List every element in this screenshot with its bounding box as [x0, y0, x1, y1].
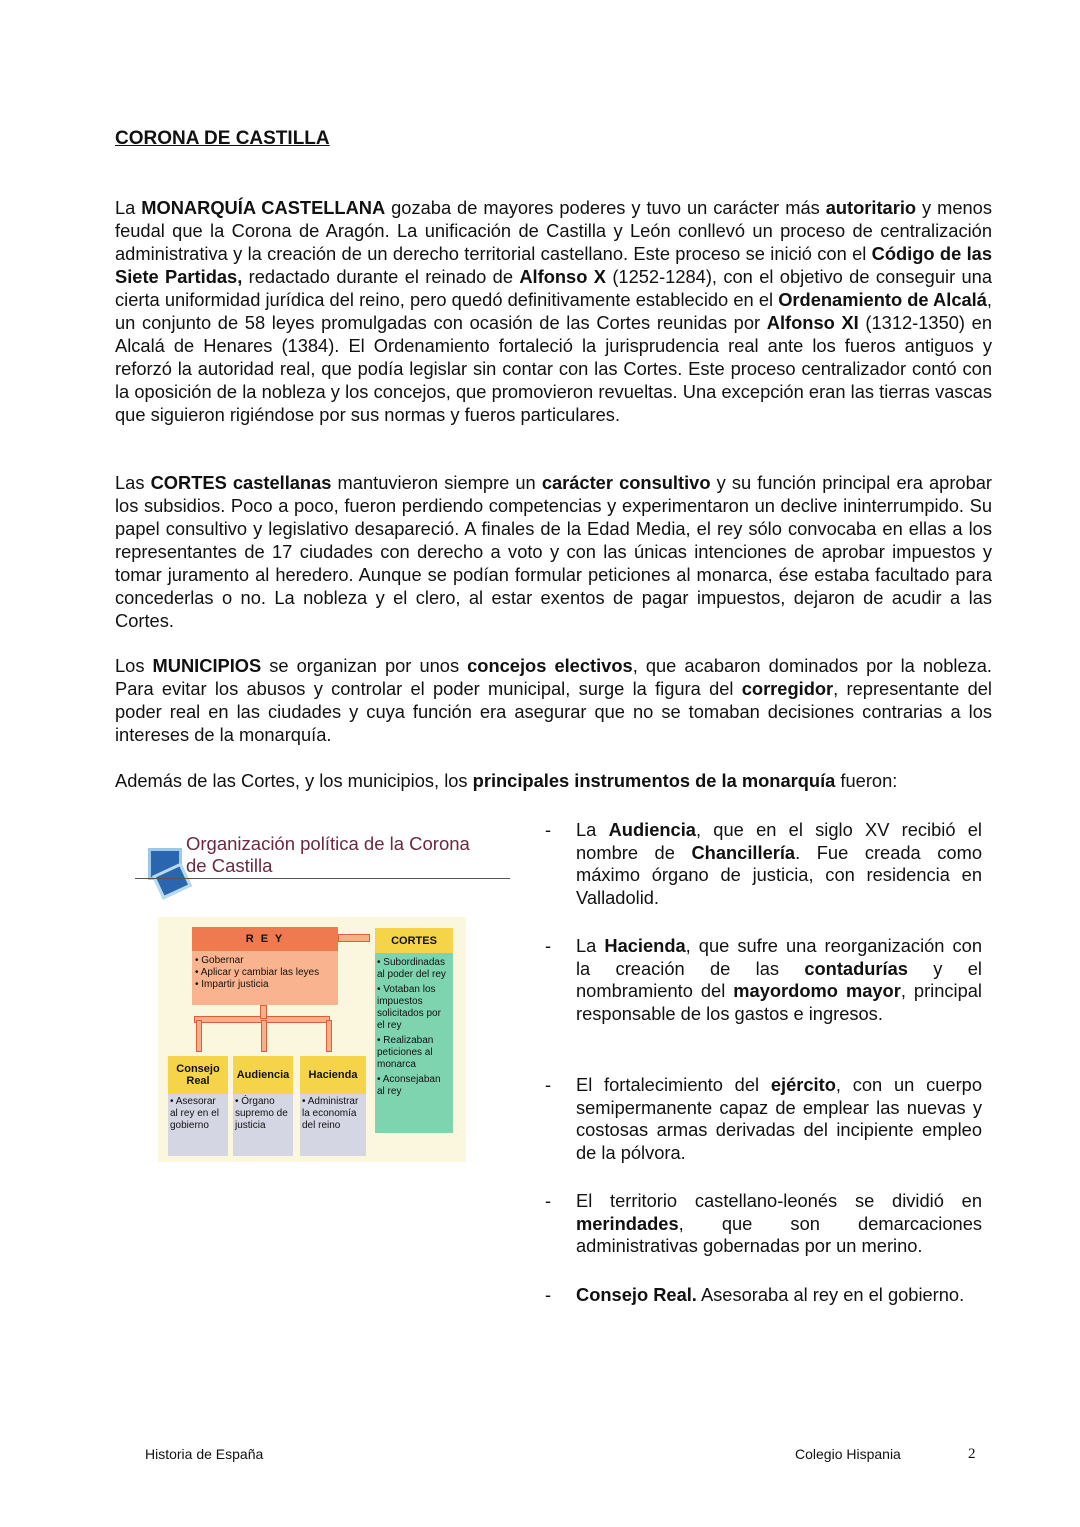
- rey-header: R E Y: [192, 927, 338, 951]
- bold-text: contadurías: [804, 957, 908, 979]
- text-run: , representante del poder real en las ciudades y cuya función era asegurar que no se tomaban decisiones contrarias a los intereses de la monarquía.: [115, 678, 992, 745]
- cortes-item: • Subordinadas al poder del rey: [377, 957, 446, 980]
- text-run: , con un cuerpo semipermanente capaz de emplear las nuevas y costosas armas derivadas del incipiente empleo de la pólvora.: [576, 1074, 982, 1163]
- bold-text: Alfonso X: [519, 266, 606, 287]
- bold-text: Consejo Real.: [576, 1284, 697, 1305]
- text-run: , que son demarcaciones administrativas gobernadas por un merino.: [576, 1212, 982, 1256]
- bold-text: ejército: [770, 1074, 836, 1095]
- text-run: , un conjunto de 58 leyes promulgadas con ocasión de las Cortes reunidas por: [115, 289, 992, 333]
- text-run: , principal responsable de los gastos e ingresos.: [576, 980, 982, 1024]
- text-run: El fortalecimiento del: [576, 1074, 771, 1095]
- text-run: y el nombramiento del: [576, 957, 982, 1001]
- list-item-text: [576, 1190, 982, 1258]
- text-run: redactado durante el reinado de: [242, 266, 520, 287]
- bold-text: corregidor: [741, 678, 834, 699]
- text-run: , que sufre una reorganización con la creación de las: [576, 935, 982, 979]
- paragraph-monarquia: [115, 196, 992, 426]
- cortes-header: CORTES: [375, 928, 453, 953]
- list-item-text: [576, 935, 982, 1025]
- dash: -: [545, 819, 552, 840]
- bold-text: Código de las Siete Partidas,: [115, 243, 992, 287]
- divider: [135, 878, 510, 879]
- text-run: gozaba de mayores poderes y tuvo un carácter más: [385, 197, 826, 218]
- bold-text: mayordomo mayor: [733, 980, 901, 1001]
- cortes-item: • Votaban los impuestos solicitados por el rey: [377, 984, 441, 1031]
- cortes-item: • Realizaban peticiones al monarca: [377, 1035, 434, 1070]
- footer-school: Colegio Hispania: [795, 1446, 901, 1462]
- list-item-text: [576, 1074, 982, 1164]
- text-run: La: [115, 197, 142, 218]
- text-run: y su función principal era aprobar los subsidios. Poco a poco, fueron perdiendo competencias y experimentaron un declive ininterrumpido. Su papel consultivo y legislativo desapareció. A finales de la Edad Media, el rey sólo convocaba en ellas a los representantes de 17 ciudades con derecho a voto y con las únicas intenciones de aprobar impuestos y tomar juramento al heredero. Aunque se podían formular peticiones al monarca, ése estaba facultado para concederlas o no. La nobleza y el clero, al estar exentos de pagar impuestos, dejaron de acudir a las Cortes.: [115, 472, 992, 631]
- arrow-stem: [260, 1005, 267, 1019]
- bold-text: concejos electivos: [467, 655, 633, 676]
- audiencia-body: • Órgano supremo de justicia: [233, 1094, 293, 1156]
- list-item-text: [576, 1284, 982, 1307]
- section-title: CORONA DE CASTILLA: [115, 128, 330, 149]
- bold-text: CORTES castellanas: [150, 472, 332, 493]
- rey-item: • Impartir justicia: [195, 979, 269, 990]
- text-run: (1252-1284), con el objetivo de conseguir una cierta uniformidad jurídica del reino, pero quedó definitivamente establecido en el: [115, 266, 993, 310]
- arrow-to-cortes: [338, 934, 370, 942]
- list-item-text: [576, 819, 982, 909]
- page-number: 2: [968, 1446, 976, 1462]
- text-run: y menos feudal que la Corona de Aragón. La unificación de Castilla y León conllevó un proceso de centralización administrativa y la creación de un derecho territorial castellano. Este proceso se inició con el: [115, 197, 992, 264]
- organization-diagram: [130, 820, 510, 1165]
- rey-item: • Aplicar y cambiar las leyes: [195, 967, 320, 978]
- rey-item: • Gobernar: [195, 955, 244, 966]
- text-run: . Fue creada como máximo órgano de justicia, con residencia en Valladolid.: [576, 841, 982, 908]
- bold-text: carácter consultivo: [541, 472, 711, 493]
- arrow-down: [196, 1020, 202, 1052]
- text-run: El territorio castellano-leonés se dividió en: [576, 1190, 982, 1211]
- bold-text: principales instrumentos de la monarquía: [472, 770, 836, 791]
- text-run: Los: [115, 655, 153, 676]
- bold-text: Audiencia: [608, 819, 696, 840]
- dash: -: [545, 1074, 552, 1095]
- text-run: , que acabaron dominados por la nobleza. Para evitar los abusos y controlar el poder municipal, surge la figura del: [115, 655, 992, 699]
- dash: -: [545, 1284, 552, 1305]
- text-run: , que en el siglo XV recibió el nombre de: [576, 819, 982, 863]
- paragraph-instrumentos: [115, 769, 992, 792]
- cortes-body: [375, 953, 453, 1133]
- bold-text: Hacienda: [604, 935, 686, 956]
- text-run: La: [576, 935, 605, 956]
- text-run: Además de las Cortes, y los municipios, los: [115, 770, 473, 791]
- dash: -: [545, 935, 552, 956]
- cortes-item: • Aconsejaban al rey: [377, 1074, 441, 1097]
- text-run: Asesoraba al rey en el gobierno.: [696, 1284, 965, 1305]
- bold-text: Ordenamiento de Alcalá: [778, 289, 987, 310]
- rey-body: [192, 951, 338, 1005]
- text-run: se organizan por unos: [261, 655, 468, 676]
- bold-text: MUNICIPIOS: [152, 655, 262, 676]
- text-run: (1312-1350) en Alcalá de Henares (1384). El Ordenamiento fortaleció la jurisprudencia real ante los fueros antiguos y reforzó la autoridad real, que podía legislar sin contar con las Cortes. Este proceso centralizador contó con la oposición de la nobleza y los concejos, que promovieron revueltas. Una excepción eran las tierras vascas que siguieron rigiéndose por sus normas y fueros particulares.: [115, 312, 993, 425]
- dash: -: [545, 1190, 552, 1211]
- bold-text: Chancillería: [691, 841, 796, 863]
- arrow-down: [261, 1020, 267, 1052]
- consejo-body: • Asesorar al rey en el gobierno: [168, 1094, 228, 1156]
- diagram-title: Organización política de la Corona de Castilla: [186, 833, 470, 876]
- bold-text: merindades: [576, 1212, 679, 1234]
- footer-subject: Historia de España: [145, 1446, 264, 1462]
- audiencia-header: Audiencia: [233, 1056, 293, 1094]
- bold-text: Alfonso XI: [766, 312, 859, 333]
- hacienda-body: • Administrar la economía del reino: [300, 1094, 366, 1156]
- bold-text: MONARQUÍA CASTELLANA: [141, 197, 386, 218]
- text-run: mantuvieron siempre un: [331, 472, 542, 493]
- text-run: Las: [115, 472, 151, 493]
- paragraph-cortes: [115, 471, 992, 632]
- text-run: fueron:: [835, 770, 898, 791]
- paragraph-municipios: [115, 654, 992, 746]
- arrow-down: [326, 1020, 332, 1052]
- text-run: La: [576, 819, 609, 840]
- consejo-header: Consejo Real: [168, 1056, 228, 1094]
- bold-text: autoritario: [825, 197, 917, 218]
- hacienda-header: Hacienda: [300, 1056, 366, 1094]
